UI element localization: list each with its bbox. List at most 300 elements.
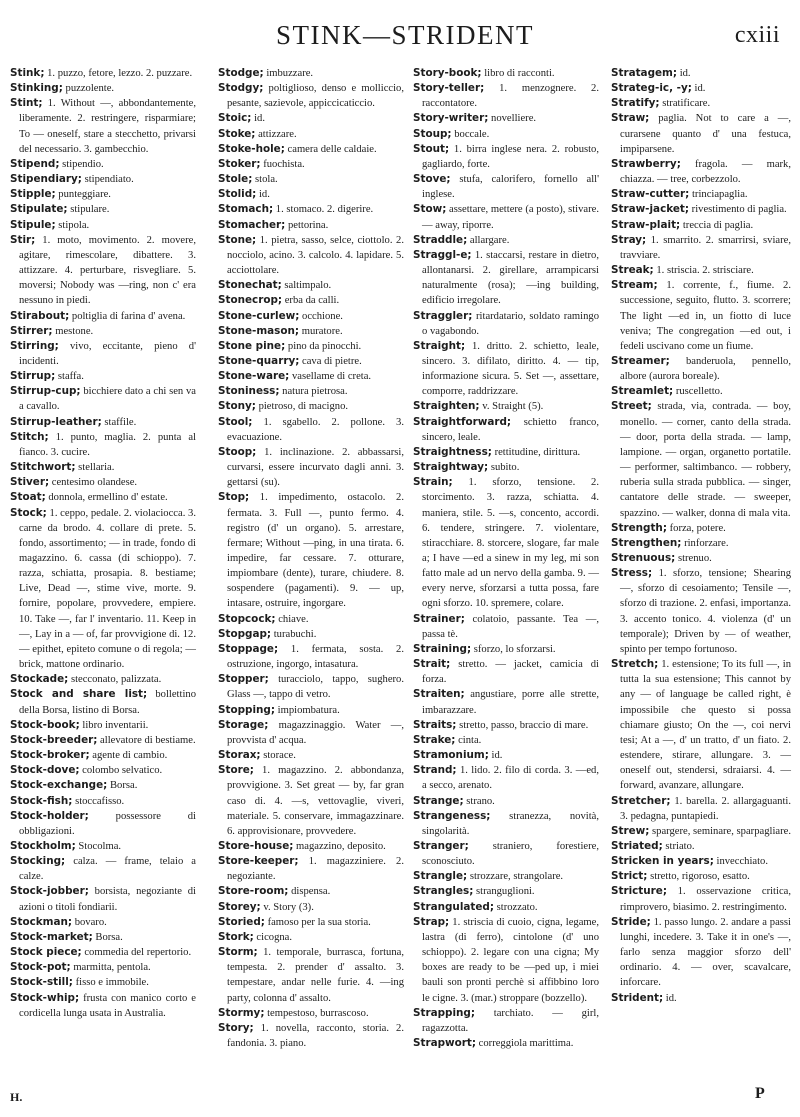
entry-definition: spargere, seminare, sparpagliare. xyxy=(649,825,791,837)
dictionary-entry xyxy=(218,1021,404,1051)
dictionary-entry xyxy=(218,748,404,763)
dictionary-entry xyxy=(218,339,404,354)
entry-definition: saltimpalo. xyxy=(281,280,332,292)
entry-headword: Stock-jobber; xyxy=(10,885,89,898)
entry-headword: Stone-ware; xyxy=(218,370,290,383)
entry-headword: Street; xyxy=(611,400,652,413)
dictionary-entry xyxy=(413,248,599,309)
dictionary-entry xyxy=(413,445,599,460)
dictionary-entry xyxy=(10,460,196,475)
entry-headword: Straits; xyxy=(413,718,457,731)
entry-definition: stranezza, novità, singolarità. xyxy=(422,810,599,837)
dictionary-entry xyxy=(413,1036,599,1051)
entry-headword: Stock and share list; xyxy=(10,688,148,701)
dictionary-entry xyxy=(218,399,404,414)
dictionary-entry xyxy=(10,945,196,960)
entry-definition: 1. osservazione critica, rimprovero, biasimo. 2. restringimento. xyxy=(620,886,791,913)
entry-definition: Borsa. xyxy=(92,931,123,943)
entry-definition: pettorina. xyxy=(285,219,329,231)
dictionary-entry xyxy=(413,127,599,142)
entry-definition: mestone. xyxy=(52,325,94,337)
entry-headword: Stodge; xyxy=(218,67,264,79)
dictionary-entry xyxy=(413,1006,599,1036)
dictionary-entry xyxy=(10,960,196,975)
page-header xyxy=(30,18,780,58)
entry-definition: novelliere. xyxy=(488,113,537,125)
entry-definition: pino da pinocchi. xyxy=(285,340,362,352)
entry-definition: 1. inclinazione. 2. abbassarsi, curvarsi, essere incurvato dagli anni. 3. gettarsi (su). xyxy=(227,446,404,489)
entry-headword: Stir; xyxy=(10,233,36,246)
dictionary-entry xyxy=(413,794,599,809)
entry-definition: stola. xyxy=(252,174,278,186)
entry-definition: poltiglia di farina d' avena. xyxy=(69,310,186,322)
entry-headword: Straggl-e; xyxy=(413,248,472,261)
column-3 xyxy=(413,66,599,1051)
entry-headword: Stirrup-cup; xyxy=(10,385,81,398)
entry-headword: Stomacher; xyxy=(218,218,286,231)
entry-definition: stellaria. xyxy=(75,462,115,474)
entry-headword: Strainer; xyxy=(413,612,465,625)
entry-headword: Strangeness; xyxy=(413,809,491,822)
dictionary-entry xyxy=(218,233,404,278)
dictionary-entry xyxy=(413,657,599,687)
dictionary-entry xyxy=(218,915,404,930)
dictionary-entry xyxy=(218,172,404,187)
dictionary-entry xyxy=(10,157,196,172)
dictionary-entry xyxy=(218,945,404,1006)
entry-definition: muratore. xyxy=(299,325,343,337)
entry-headword: Stop; xyxy=(218,491,250,504)
dictionary-entry xyxy=(218,218,404,233)
entry-headword: Stony; xyxy=(218,400,256,413)
entry-headword: Stoic; xyxy=(218,112,252,125)
dictionary-entry xyxy=(413,839,599,869)
entry-headword: Straw; xyxy=(611,112,650,125)
dictionary-entry xyxy=(10,733,196,748)
dictionary-entry xyxy=(413,763,599,793)
entry-headword: Stipendiary; xyxy=(10,173,82,186)
entry-headword: Stirring; xyxy=(10,339,59,352)
entry-definition: dispensa. xyxy=(288,886,331,898)
entry-definition: punteggiare. xyxy=(55,189,111,201)
entry-definition: stipendio. xyxy=(59,158,104,170)
entry-definition: libro inventarii. xyxy=(79,719,149,731)
dictionary-entry xyxy=(10,930,196,945)
dictionary-entry xyxy=(413,612,599,642)
entry-headword: Stratagem; xyxy=(611,67,678,79)
entry-definition: 1. sforzo, tensione. 2. storcimento. 3. razza, schiatta. 4. maniera, stile. 5. —s, concento, accordi. 6. tendere, stringere. 7. violentare, stiracchiare. 8. storcere, slogare, far male a; I have —ed a sinew in my leg, mi son fatto male ad un nervo della gamba. 9. — every nerve, sforzarsi a tutta possa, fare ogni sforzo. 10. spremere, colare. xyxy=(422,477,599,610)
entry-headword: Straightway; xyxy=(413,461,489,474)
entry-definition: 1. striscia di cuoio, cigna, legame, lastra (di ferro), cintolone (d' uno schioppo). 2. legare con una cigna; My boxes are ready to be —ped up, i miei bauli son pronti perchè si affibbino loro le cigne. 3. (mar.) stroppare (bozzello). xyxy=(422,916,599,1004)
entry-definition: 1. puzzo, fetore, lezzo. 2. puzzare. xyxy=(44,68,193,79)
dictionary-entry xyxy=(218,324,404,339)
entry-headword: Straw-plait; xyxy=(611,218,681,231)
dictionary-entry xyxy=(413,172,599,202)
entry-headword: Strap; xyxy=(413,915,450,928)
entry-headword: Stoniness; xyxy=(218,385,280,398)
entry-definition: frusta con manico corto e cordicella lunga usata in Australia. xyxy=(19,992,196,1019)
entry-headword: Stopping; xyxy=(218,703,276,716)
entry-definition: rinforzare. xyxy=(681,537,729,549)
entry-headword: Stock-market; xyxy=(10,930,93,943)
entry-definition: colatoio, passante. Tea —, passa tè. xyxy=(422,613,599,640)
entry-definition: 1. estensione; To its full —, in tutta la sua estensione; This cannot by any — of language be called right, è impossibile che questo si possa chiamare giusto; On the —, coi nervi tesi; At a —, d' un tratto, d' un fiato. 2. estendere, stirare, allungare. 3. — oneself out, stendersi, sdraiarsi. 4. — forward, avanzare, allungare. xyxy=(620,659,791,792)
dictionary-entry xyxy=(218,66,404,81)
entry-definition: 1. striscia. 2. strisciare. xyxy=(653,265,754,277)
entry-definition: trinciapaglia. xyxy=(689,189,748,201)
entry-definition: staffa. xyxy=(55,371,84,383)
entry-definition: stoccafisso. xyxy=(72,795,125,807)
dictionary-entry xyxy=(611,263,791,278)
entry-headword: Strapping; xyxy=(413,1006,476,1019)
entry-definition: 1. smarrito. 2. smarrirsi, sviare, travviare. xyxy=(620,234,791,261)
entry-definition: stretto, rigoroso, esatto. xyxy=(647,871,750,883)
entry-headword: Stress; xyxy=(611,567,653,580)
entry-headword: Stout; xyxy=(413,142,450,155)
entry-definition: stretto, passo, braccio di mare. xyxy=(456,719,589,731)
dictionary-entry xyxy=(10,233,196,309)
dictionary-entry xyxy=(218,445,404,490)
dictionary-entry xyxy=(218,839,404,854)
entry-headword: Stoup; xyxy=(413,127,452,140)
dictionary-entry xyxy=(611,278,791,354)
entry-headword: Stipend; xyxy=(10,157,60,170)
dictionary-entry xyxy=(611,536,791,551)
printer-signature-left: H. xyxy=(10,1090,23,1104)
entry-headword: Story; xyxy=(218,1021,254,1034)
dictionary-entry xyxy=(413,900,599,915)
dictionary-entry xyxy=(611,187,791,202)
entry-definition: fuochista. xyxy=(260,158,305,170)
dictionary-entry xyxy=(10,324,196,339)
dictionary-entry xyxy=(10,748,196,763)
dictionary-entry xyxy=(413,339,599,400)
entry-headword: Stramonium; xyxy=(413,749,489,762)
entry-headword: Straightness; xyxy=(413,445,492,458)
entry-definition: bollettino della Borsa, listino di Borsa. xyxy=(19,689,196,716)
entry-definition: fragola. — mark, chiazza. — tree, corbezzolo. xyxy=(620,158,791,186)
dictionary-entry xyxy=(218,900,404,915)
entry-definition: erba da calli. xyxy=(282,295,340,307)
entry-headword: Stock piece; xyxy=(10,946,82,959)
dictionary-entry xyxy=(611,96,791,111)
entry-headword: Stirrup-leather; xyxy=(10,415,102,428)
dictionary-entry xyxy=(611,81,791,96)
dictionary-entry xyxy=(10,309,196,324)
dictionary-entry xyxy=(611,915,791,991)
entry-headword: Stipple; xyxy=(10,188,56,201)
entry-definition: 1. temporale, burrasca, fortuna, tempesta. 2. prender d' assalto. 3. tempestare, andar nelle furie. 4. —ing party, colonna d' assalto. xyxy=(227,947,404,1004)
entry-definition: 1. novella, racconto, storia. 2. fandonia. 3. piano. xyxy=(227,1022,404,1049)
entry-headword: Stone-mason; xyxy=(218,324,300,337)
entry-headword: Stopgap; xyxy=(218,627,272,640)
dictionary-entry xyxy=(10,975,196,990)
entry-definition: paglia. Not to care a —, curarsene quanto d' una festuca, impiparsene. xyxy=(620,113,791,155)
entry-headword: Strangle; xyxy=(413,870,468,883)
entry-headword: Story-writer; xyxy=(413,112,489,125)
entry-definition: stipulare. xyxy=(67,204,110,216)
entry-definition: ritardatario, soldato ramingo o vagabondo. xyxy=(422,310,599,337)
entry-definition: tarchiato. — girl, ragazzotta. xyxy=(422,1007,599,1034)
dictionary-entry xyxy=(10,915,196,930)
dictionary-entry xyxy=(611,218,791,233)
entry-definition: poltiglioso, denso e molliccio, pesante, sazievole, appiccicaticcio. xyxy=(227,83,404,110)
entry-definition: 1. sgabello. 2. pollone. 3. evacuazione. xyxy=(227,416,404,443)
dictionary-entry xyxy=(611,66,791,81)
entry-headword: Stoke-hole; xyxy=(218,142,285,155)
dictionary-entry xyxy=(218,354,404,369)
entry-definition: strozzare, strangolare. xyxy=(467,871,564,883)
entry-definition: turabuchi. xyxy=(271,628,317,640)
entry-headword: Straddle; xyxy=(413,233,468,246)
entry-headword: Stink; xyxy=(10,67,45,79)
dictionary-entry xyxy=(10,187,196,202)
entry-headword: Stopcock; xyxy=(218,612,276,625)
dictionary-entry xyxy=(218,930,404,945)
dictionary-entry xyxy=(218,384,404,399)
entry-headword: Stork; xyxy=(218,930,254,943)
printer-signature-right: P xyxy=(755,1085,765,1102)
entry-headword: Striated; xyxy=(611,839,663,852)
entry-headword: Stint; xyxy=(10,97,43,110)
entry-headword: Store-room; xyxy=(218,885,289,898)
entry-headword: Stockholm; xyxy=(10,839,76,852)
entry-headword: Stove; xyxy=(413,173,451,186)
entry-headword: Stirrer; xyxy=(10,324,53,337)
entry-definition: stranguglioni. xyxy=(473,886,535,898)
dictionary-entry xyxy=(10,415,196,430)
dictionary-entry xyxy=(611,157,791,187)
entry-definition: 1. passo lungo. 2. andare a passi lunghi, incedere. 3. Take it in one's —, farlo senza maggior sforzo dell' ordinario. 4. — over, scavalcare, inforcare. xyxy=(620,916,791,989)
entry-definition: centesimo olandese. xyxy=(49,477,138,489)
entry-definition: stratificare. xyxy=(659,98,711,110)
dictionary-entry xyxy=(611,551,791,566)
entry-definition: 1. fermata, sosta. 2. ostruzione, ingorgo, intasatura. xyxy=(227,643,404,671)
entry-definition: 1. magazzino. 2. abbondanza, provvigione. 3. Set great — by, far gran caso di. 4. —s, vettovaglie, viveri, materiale. 5. conservare, immagazzinare. 6. approvisionare, provvedere. xyxy=(227,765,404,837)
entry-headword: Stretch; xyxy=(611,658,659,671)
dictionary-entry xyxy=(611,869,791,884)
entry-headword: Straining; xyxy=(413,642,472,655)
entry-definition: famoso per la sua storia. xyxy=(264,916,371,928)
entry-definition: staffile. xyxy=(101,416,137,428)
entry-definition: 1. pietra, sasso, selce, ciottolo. 2. nocciolo, acino. 3. calcolo. 4. lapidare. 5. acciottolare. xyxy=(227,234,404,277)
dictionary-entry xyxy=(10,218,196,233)
entry-definition: cinta. xyxy=(455,734,482,746)
entry-headword: Storey; xyxy=(218,900,261,913)
dictionary-entry xyxy=(218,278,404,293)
dictionary-entry xyxy=(10,763,196,778)
entry-headword: Straighten; xyxy=(413,400,480,413)
entry-definition: id. xyxy=(488,750,503,762)
dictionary-entry xyxy=(218,763,404,839)
dictionary-entry xyxy=(218,718,404,748)
entry-definition: attizzare. xyxy=(255,128,297,140)
entry-headword: Store-keeper; xyxy=(218,855,299,868)
entry-definition: sforzo, lo sforzarsi. xyxy=(471,643,556,655)
entry-headword: Strapwort; xyxy=(413,1037,477,1049)
entry-definition: camera delle caldaie. xyxy=(284,143,377,155)
running-head: STINK—STRIDENT xyxy=(276,20,534,50)
entry-headword: Stock-dove; xyxy=(10,764,80,777)
dictionary-entry xyxy=(10,687,196,717)
entry-headword: Storax; xyxy=(218,749,261,762)
entry-headword: Storied; xyxy=(218,915,265,928)
entry-definition: chiave. xyxy=(275,613,309,625)
entry-headword: Stoker; xyxy=(218,157,261,170)
entry-headword: Stray; xyxy=(611,233,647,246)
dictionary-entry xyxy=(413,309,599,339)
entry-definition: 1. magazziniere. 2. negoziante. xyxy=(227,856,404,883)
entry-headword: Stricture; xyxy=(611,885,667,898)
entry-headword: Stiver; xyxy=(10,476,50,489)
dictionary-entry xyxy=(413,718,599,733)
entry-definition: angustiare, porre alle strette, imbarazzare. xyxy=(422,689,599,716)
dictionary-entry xyxy=(10,202,196,217)
entry-definition: turacciolo, tappo, sughero. Glass —, tappo di vetro. xyxy=(227,674,404,701)
dictionary-entry xyxy=(218,111,404,126)
entry-definition: 1. barella. 2. allargaguanti. 3. pedagna, puntapiedi. xyxy=(620,795,791,822)
entry-headword: Streak; xyxy=(611,264,654,277)
dictionary-entry xyxy=(218,490,404,611)
dictionary-entry xyxy=(611,839,791,854)
entry-definition: id. xyxy=(677,68,691,79)
entry-headword: Stock-broker; xyxy=(10,749,90,762)
dictionary-entry xyxy=(611,399,791,520)
entry-headword: Stock-still; xyxy=(10,976,73,989)
dictionary-entry xyxy=(218,703,404,718)
entry-definition: stufa, calorifero, fornello all' inglese. xyxy=(422,174,599,201)
dictionary-entry xyxy=(611,233,791,263)
entry-definition: natura pietrosa. xyxy=(279,386,348,398)
dictionary-entry xyxy=(611,566,791,657)
entry-headword: Store-house; xyxy=(218,839,294,852)
dictionary-entry xyxy=(218,309,404,324)
entry-definition: 1. Without —, abbondantemente, liberamente. 2. restringere, risparmiare; To — oneself, stare a stecchetto, privarsi del necessario. 3. gambecchio. xyxy=(19,98,196,155)
dictionary-entry xyxy=(611,521,791,536)
entry-definition: stretto. — jacket, camicia di forza. xyxy=(422,659,599,686)
entry-definition: invecchiato. xyxy=(713,856,768,868)
entry-headword: Stone; xyxy=(218,233,257,246)
dictionary-entry xyxy=(10,96,196,157)
entry-definition: subito. xyxy=(488,462,520,474)
entry-definition: cicogna. xyxy=(253,931,293,943)
entry-definition: id. xyxy=(256,189,270,201)
entry-headword: Strangles; xyxy=(413,885,474,898)
dictionary-entry xyxy=(413,142,599,172)
entry-headword: Strake; xyxy=(413,733,456,746)
entry-headword: Stodgy; xyxy=(218,82,264,95)
entry-headword: Stow; xyxy=(413,203,447,216)
entry-headword: Stole; xyxy=(218,173,253,186)
dictionary-entry xyxy=(10,839,196,854)
entry-headword: Stool; xyxy=(218,415,253,428)
entry-headword: Stone-curlew; xyxy=(218,309,300,322)
entry-headword: Stock-whip; xyxy=(10,991,80,1004)
entry-definition: rivestimento di paglia. xyxy=(689,204,787,216)
column-1 xyxy=(10,66,196,1021)
entry-headword: Stocking; xyxy=(10,855,66,868)
dictionary-entry xyxy=(218,187,404,202)
entry-headword: Stone-quarry; xyxy=(218,354,300,367)
entry-definition: libro di racconti. xyxy=(481,68,555,79)
entry-headword: Stonecrop; xyxy=(218,294,283,307)
entry-headword: Store; xyxy=(218,764,254,777)
entry-headword: Stormy; xyxy=(218,1006,265,1019)
column-4 xyxy=(611,66,791,1006)
dictionary-entry xyxy=(413,915,599,1006)
entry-definition: vasellame di creta. xyxy=(289,371,372,383)
entry-definition: 1. birra inglese nera. 2. robusto, gagliardo, forte. xyxy=(422,143,599,170)
dictionary-entry xyxy=(413,202,599,232)
dictionary-entry xyxy=(413,111,599,126)
entry-definition: storace. xyxy=(260,750,296,762)
entry-headword: Strain; xyxy=(413,476,453,489)
entry-definition: fisso e immobile. xyxy=(72,977,149,989)
entry-headword: Stirabout; xyxy=(10,309,70,322)
dictionary-entry xyxy=(413,460,599,475)
dictionary-entry xyxy=(611,384,791,399)
entry-definition: forza, potere. xyxy=(666,522,726,534)
dictionary-entry xyxy=(10,81,196,96)
entry-headword: Storm; xyxy=(218,946,258,959)
entry-headword: Stomach; xyxy=(218,203,274,216)
entry-headword: Stock-fish; xyxy=(10,794,73,807)
entry-headword: Strenuous; xyxy=(611,552,676,564)
entry-definition: vivo, eccitante, pieno d' incidenti. xyxy=(19,340,196,367)
entry-definition: 1. stomaco. 2. digerire. xyxy=(273,204,374,216)
column-2 xyxy=(218,66,404,1051)
entry-headword: Straiten; xyxy=(413,688,465,701)
dictionary-entry xyxy=(218,854,404,884)
entry-definition: donnola, ermellino d' estate. xyxy=(45,492,168,504)
entry-definition: v. Straight (5). xyxy=(479,401,544,413)
entry-definition: magazzino, deposito. xyxy=(293,840,386,852)
entry-definition: marmitta, pentola. xyxy=(70,962,151,974)
entry-definition: allargare. xyxy=(467,234,510,246)
entry-headword: Stranger; xyxy=(413,839,469,852)
dictionary-entry xyxy=(413,748,599,763)
entry-headword: Straightforward; xyxy=(413,415,512,428)
entry-headword: Straggler; xyxy=(413,309,473,322)
entry-definition: bovaro. xyxy=(72,916,107,928)
entry-definition: id. xyxy=(691,83,706,95)
entry-headword: Stock-holder; xyxy=(10,809,89,822)
entry-headword: Stipulate; xyxy=(10,203,68,216)
dictionary-entry xyxy=(611,111,791,156)
dictionary-entry xyxy=(218,369,404,384)
entry-headword: Strew; xyxy=(611,824,650,837)
entry-definition: 1. ceppo, pedale. 2. violaciocca. 3. carne da brodo. 4. collare di prete. 5. fondo, assortimento; — in trade, fondo di magazzino. 6. cassa (di schioppo). 7. razza, schiatta, prosapia. 8. bestiame; Live, Dead —, stime vive, morte. 9. fornire, popolare, provvedere, empiere. 10. Take —, far l' inventario. 11. Keep in —, Lay in a — of, far provvigione di. 12. — epithet, epiteto comune o di regola; — brick, mattone ordinario. xyxy=(19,507,196,671)
dictionary-entry xyxy=(413,475,599,611)
dictionary-entry xyxy=(10,672,196,687)
entry-headword: Straight; xyxy=(413,339,466,352)
dictionary-entry xyxy=(218,627,404,642)
entry-definition: allevatore di bestiame. xyxy=(97,734,196,746)
dictionary-entry xyxy=(611,991,791,1006)
dictionary-entry xyxy=(10,369,196,384)
entry-definition: ruscelletto. xyxy=(673,386,723,398)
dictionary-entry xyxy=(611,354,791,384)
dictionary-entry xyxy=(218,672,404,702)
dictionary-entry xyxy=(611,854,791,869)
entry-headword: Streamer; xyxy=(611,354,670,367)
entry-definition: id. xyxy=(251,113,266,125)
entry-definition: cava di pietre. xyxy=(299,355,362,367)
entry-definition: 1. impedimento, ostacolo. 2. fermata. 3. Full —, punto fermo. 4. registro (d' un organo). 5. arrestare, fermare; Without —ping, in una tirata. 6. impedire, far cessare. 7. otturare, impiombare (dente), turare, chiudere. 8. sospendere (pagamenti). 9. — up, intasare, ostruire, ingorgare. xyxy=(227,492,404,610)
entry-headword: Stitchwort; xyxy=(10,461,76,474)
dictionary-entry xyxy=(611,884,791,914)
dictionary-entry xyxy=(10,506,196,673)
